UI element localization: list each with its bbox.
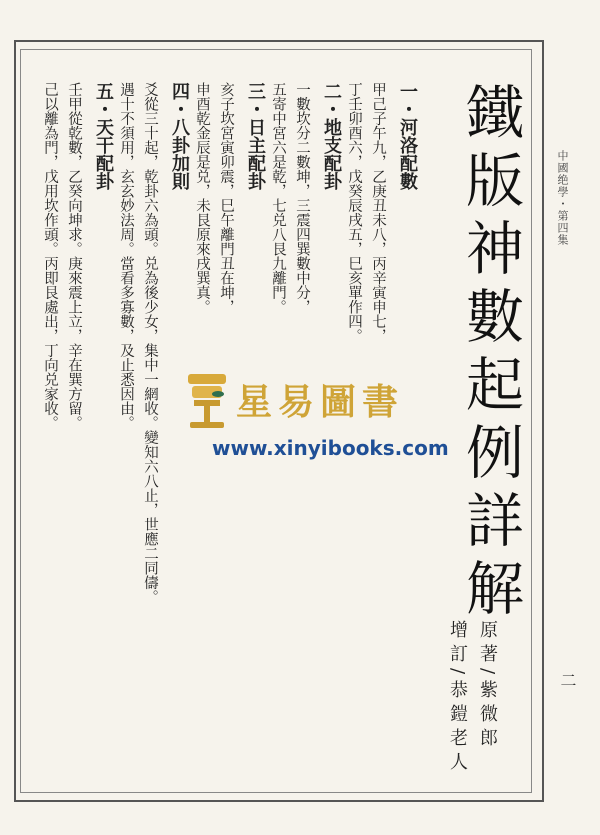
credit-revised: 增訂/恭鎧老人 [447, 620, 468, 777]
credit-original: 原著/紫微郎 [477, 620, 498, 753]
watermark-name: 星易圖書 [236, 381, 405, 423]
section-3-line-1: 亥子坎宮寅卯震，巳午離門丑在坤， [218, 82, 234, 314]
section-4-line-1: 爻從三十起，乾卦六為頭。兑為後少女，集中一網收。變知六八止，世應二同儔。 [142, 82, 158, 604]
page-number: 二 [558, 672, 577, 688]
section-5-line-2: 己以離為門，戊用坎作頭。丙即艮處出，丁向兑家收。 [42, 82, 58, 430]
section-3-line-2: 申酉乾金辰是兑，未艮原來戌巽真。 [194, 82, 210, 314]
xinyi-logo-icon [184, 372, 230, 434]
section-5-line-1: 壬甲從乾數，乙癸向坤求。庚來震上立，辛在巽方留。 [66, 82, 82, 430]
section-4-line-2: 遇十不須用，玄玄妙法周。當看多寡數，及止悉因由。 [118, 82, 134, 430]
section-4-heading: 四・八卦加則 [169, 82, 190, 190]
watermark [184, 372, 449, 468]
section-2-heading: 二・地支配卦 [321, 82, 342, 190]
watermark-url[interactable]: www.xinyibooks.com [212, 436, 449, 460]
running-header: 中國绝學・第四集 [556, 150, 569, 246]
main-title: 鐵版神數起例詳解 [456, 82, 524, 626]
section-2-line-1: 一數坎分二數坤，三震四巽數中分， [294, 82, 310, 314]
section-1-line-1: 甲己子午九，乙庚丑未八，丙辛寅申七， [370, 82, 386, 343]
section-5-heading: 五・天干配卦 [93, 82, 114, 190]
section-1-heading: 一・河洛配數 [397, 82, 418, 190]
section-1-line-2: 丁壬卯酉六，戊癸辰戌五，巳亥單作四。 [346, 82, 362, 343]
section-3-heading: 三・日主配卦 [245, 82, 266, 190]
section-2-line-2: 五寄中宮六是乾，七兑八艮九離門。 [270, 82, 286, 314]
